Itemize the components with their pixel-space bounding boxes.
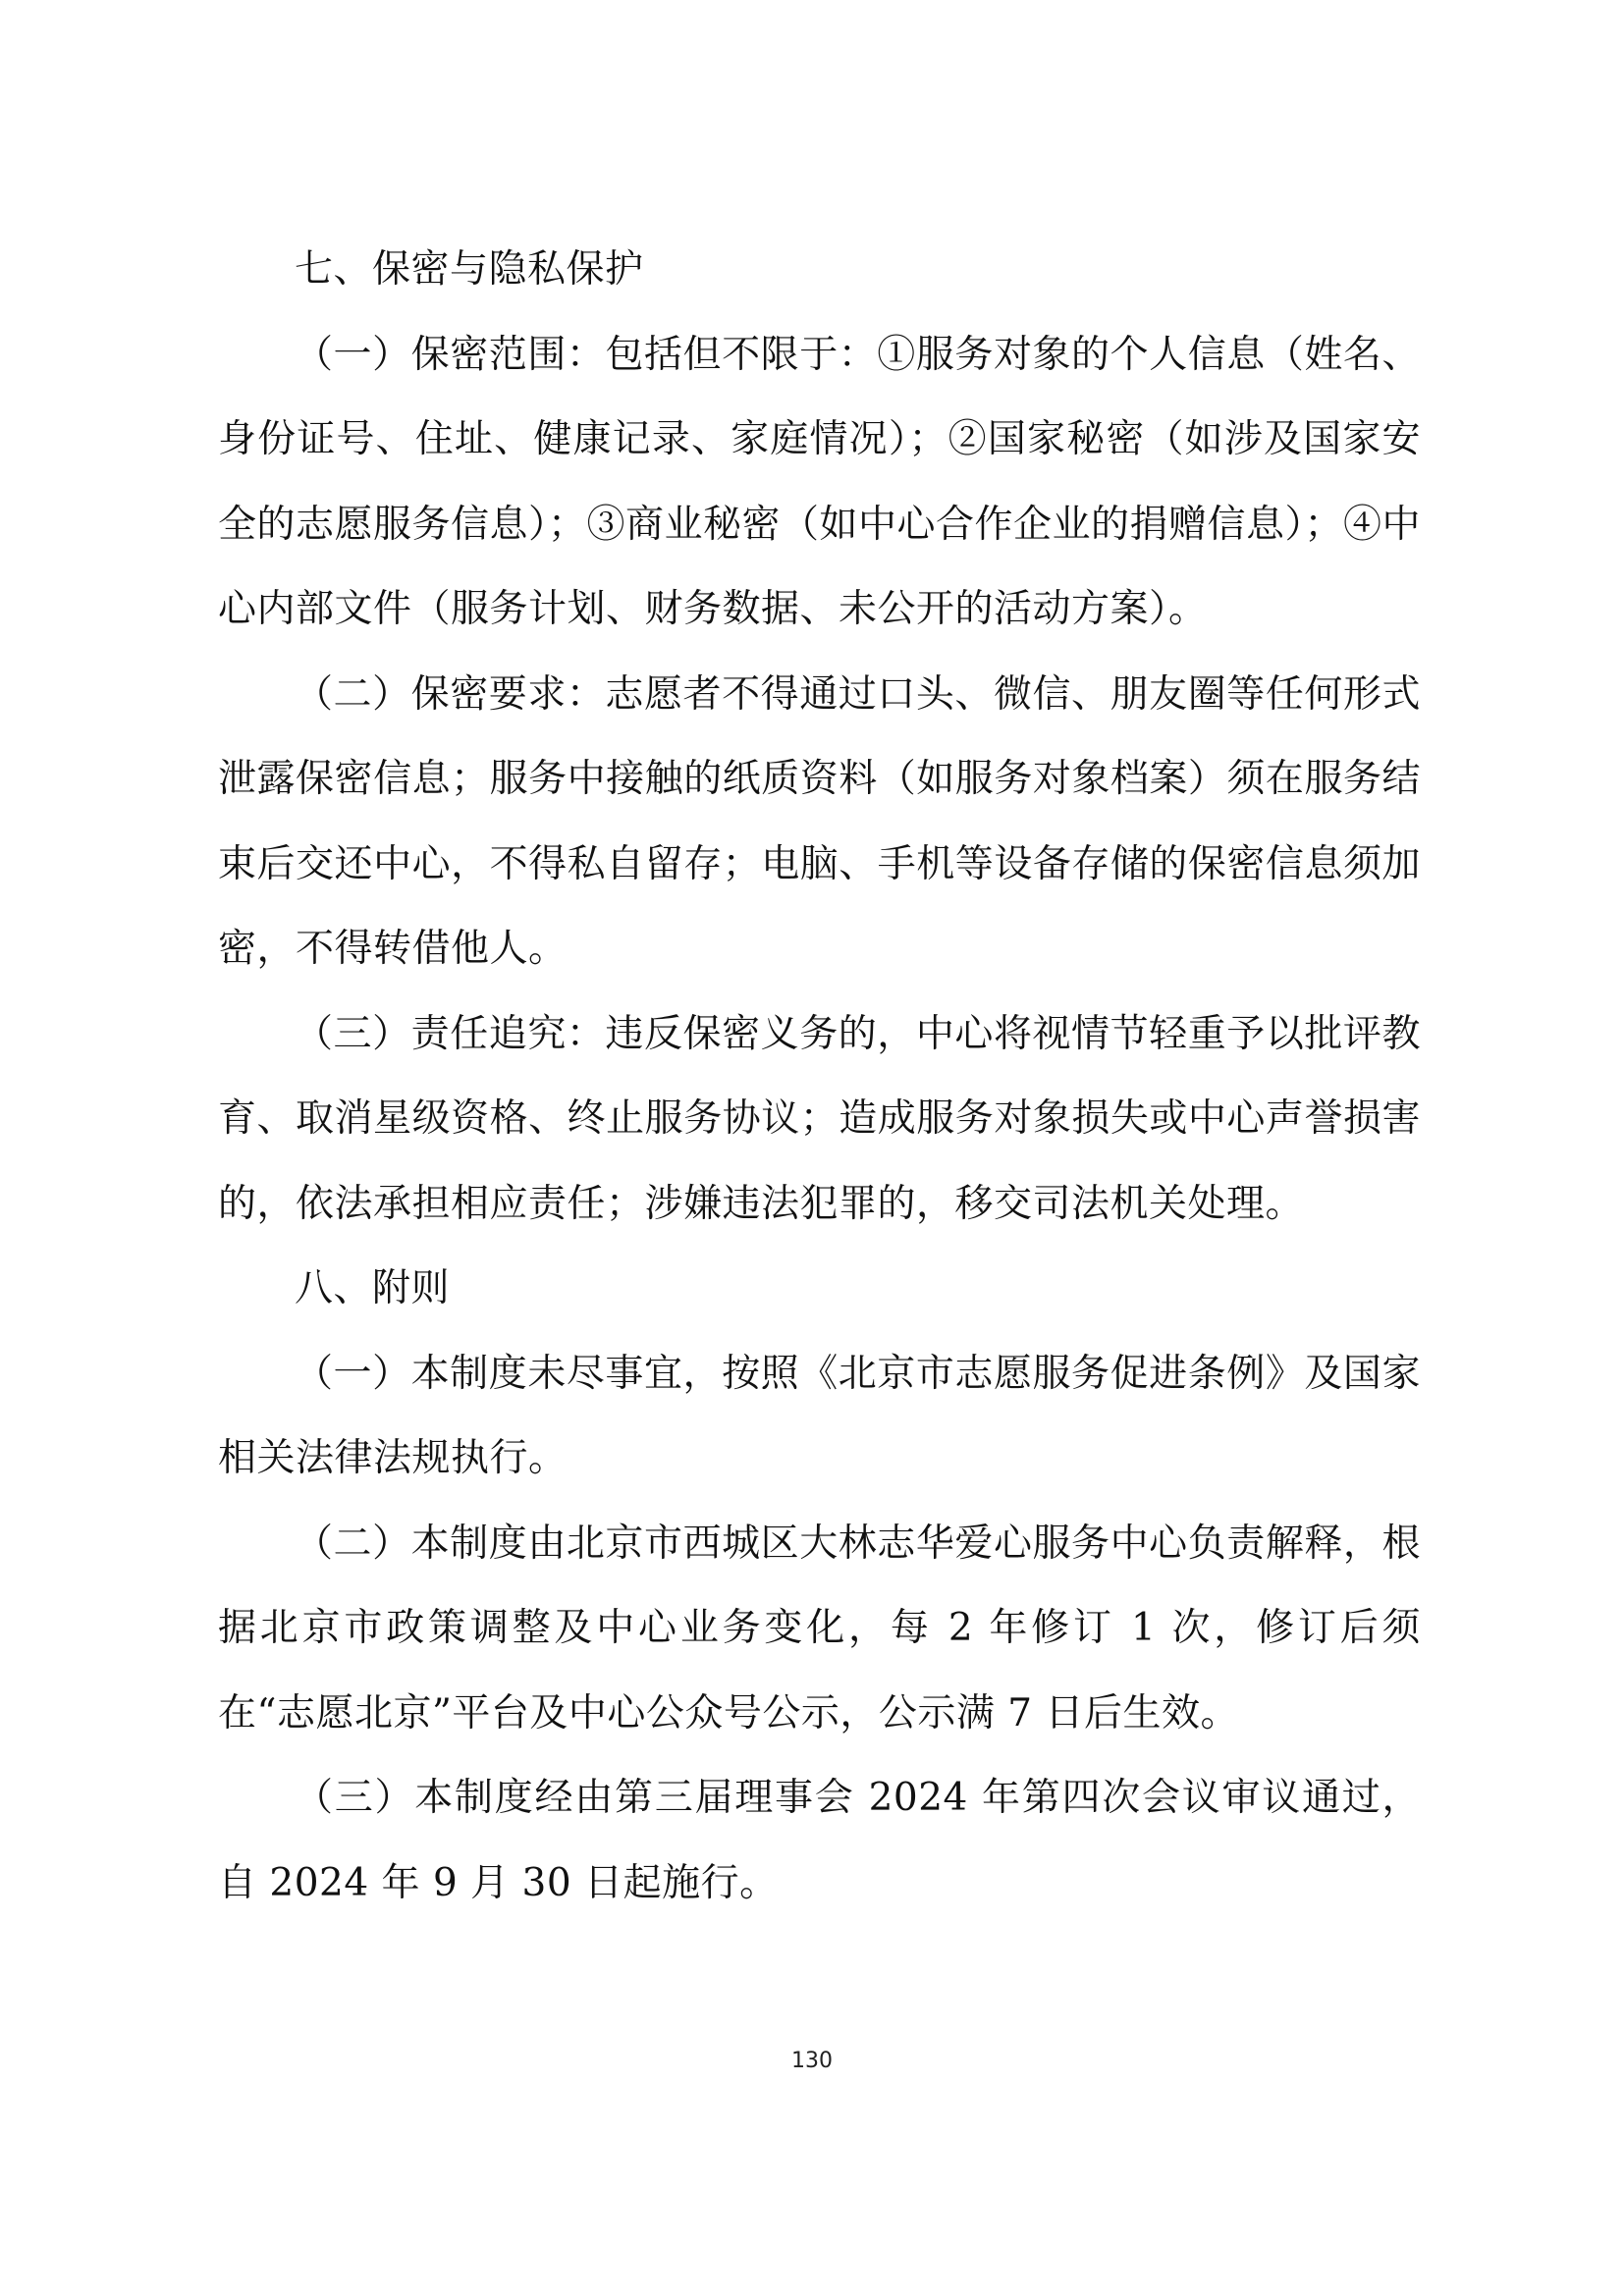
section-heading-confidentiality: 七、保密与隐私保护 xyxy=(295,247,644,292)
paragraph-supplementary-2: （二）本制度由北京市西城区大林志华爱心服务中心负责解释，根据北京市政策调整及中心业务变化，每 2 年修订 1 次，修订后须在“志愿北京”平台及中心公众号公示，公示满 7 日后生效。 xyxy=(218,1521,1421,1735)
section-heading-supplementary: 八、附则 xyxy=(295,1266,451,1310)
page-number: 130 xyxy=(791,2049,833,2073)
paragraph-supplementary-1: （一）本制度未尽事宜，按照《北京市志愿服务促进条例》及国家相关法律法规执行。 xyxy=(218,1351,1421,1480)
paragraph-confidentiality-requirements: （二）保密要求：志愿者不得通过口头、微信、朋友圈等任何形式泄露保密信息；服务中接触的纸质资料（如服务对象档案）须在服务结束后交还中心，不得私自留存；电脑、手机等设备存储的保密信息须加密，不得转借他人。 xyxy=(218,671,1421,971)
paragraph-liability: （三）责任追究：违反保密义务的，中心将视情节轻重予以批评教育、取消星级资格、终止服务协议；造成服务对象损失或中心声誉损害的，依法承担相应责任；涉嫌违法犯罪的，移交司法机关处理。 xyxy=(218,1011,1421,1226)
paragraph-confidentiality-scope: （一）保密范围：包括但不限于：①服务对象的个人信息（姓名、身份证号、住址、健康记录、家庭情况）；②国家秘密（如涉及国家安全的志愿服务信息）；③商业秘密（如中心合作企业的捐赠信息）；④中心内部文件（服务计划、财务数据、未公开的活动方案）。 xyxy=(218,332,1422,631)
document-body xyxy=(218,228,1421,1926)
paragraph-supplementary-3: （三）本制度经由第三届理事会 2024 年第四次会议审议通过，自 2024 年 9 月 30 日起施行。 xyxy=(218,1776,1421,1905)
